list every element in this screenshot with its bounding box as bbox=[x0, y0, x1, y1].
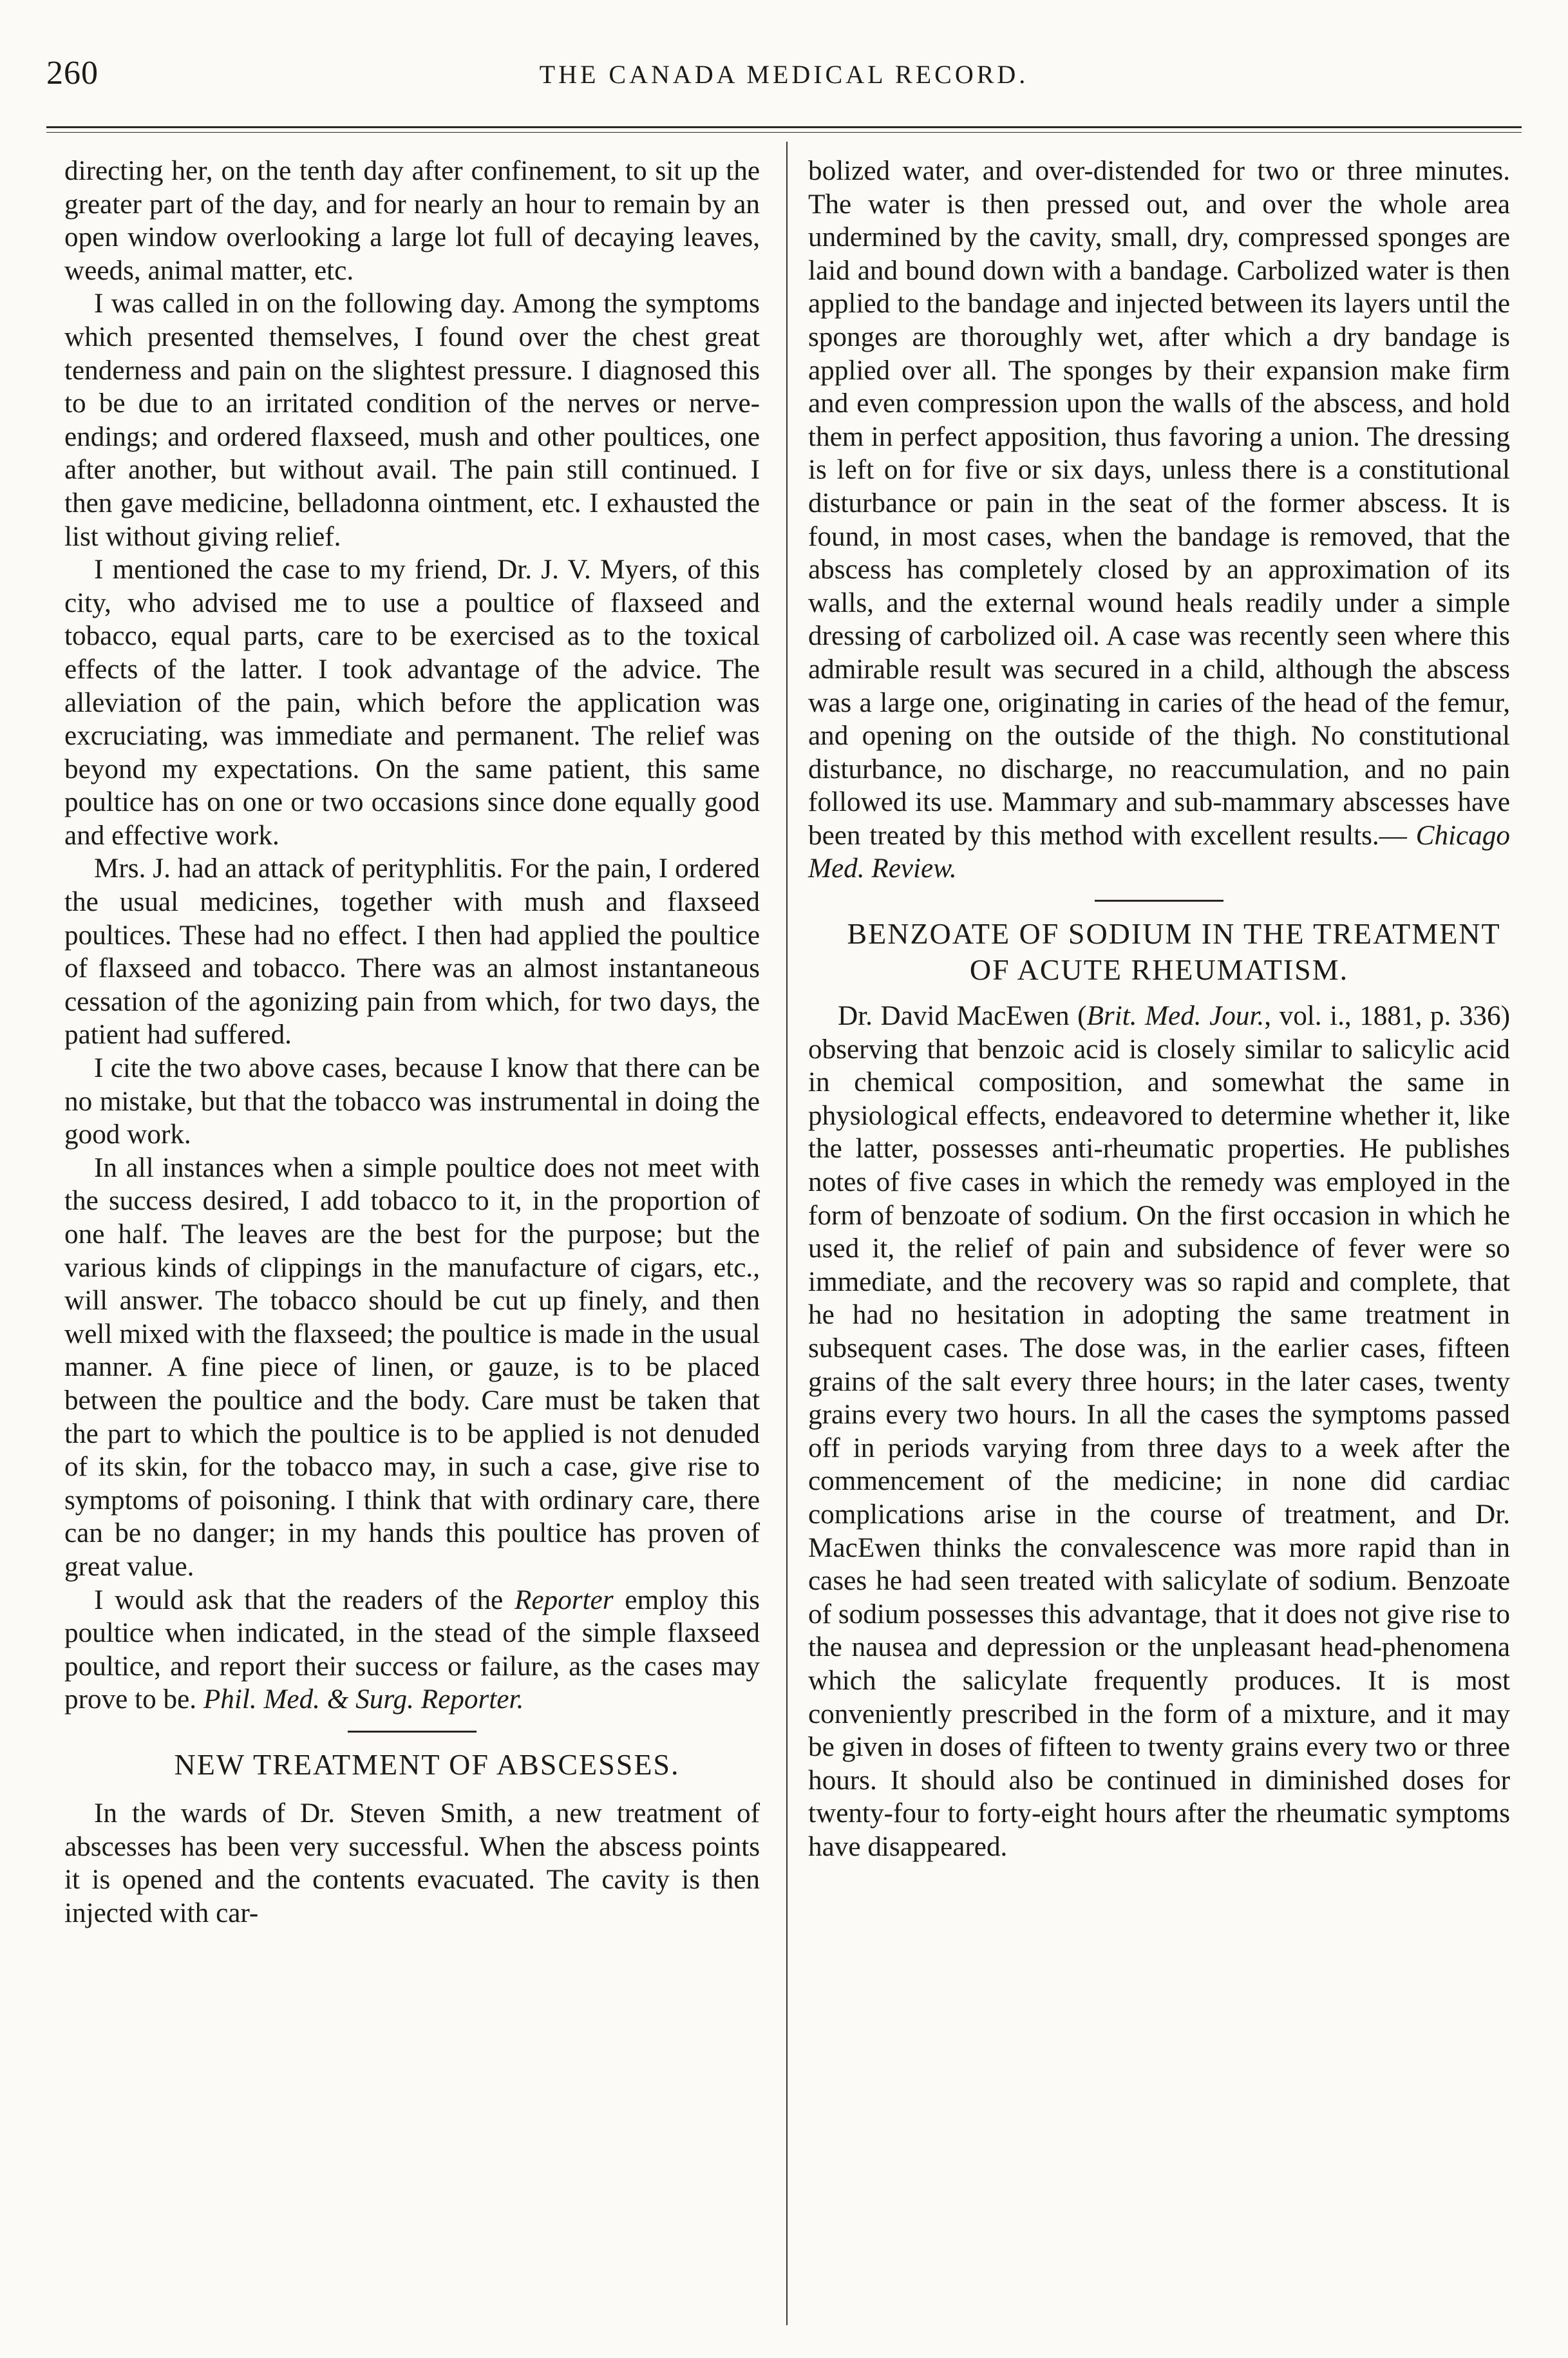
source-citation: Chicago Med. Review. bbox=[808, 820, 1510, 884]
paragraph: I cite the two above cases, because I know that there can be no mistake, but that the tobacco was instrumental in doing the good work. bbox=[64, 1053, 760, 1150]
text-run: employ this poultice when indicated, in the stead of the simple flaxseed poultice, and report their success or failure, as the cases may prove to be. bbox=[64, 1584, 760, 1715]
section-title: BENZOATE OF SODIUM IN THE TREATMENT OF ACUTE RHEUMATISM. bbox=[847, 917, 1501, 987]
left-column bbox=[64, 155, 760, 1930]
text-run: I would ask that the readers of the bbox=[94, 1584, 515, 1615]
running-title: THE CANADA MEDICAL RECORD. bbox=[539, 60, 1029, 89]
section-rule bbox=[348, 1731, 477, 1733]
text-run: bolized water, and over-distended for two or three minutes. The water is then pressed out, and over the whole area undermined by the cavity, small, dry, compressed sponges are laid and bound down with a bandage. Carbolized water is then applied to the bandage and injected between its layers until the sponges are thoroughly wet, after which a dry bandage is applied over all. The sponges by their expansion make firm and even compression upon the walls of the abscess, and hold them in perfect apposition, thus favoring a union. The dressing is left on for five or six days, unless there is a constitutional disturbance or pain in the seat of the former abscess. It is found, in most cases, when the bandage is removed, that the abscess has completely closed by an approximation of its walls, and the external wound heals readily under a simple dressing of carbolized oil. A case was recently seen where this admirable result was secured in a child, although the abscess was a large one, originating in caries of the head of the femur, and opening on the outside of the thigh. No constitutional disturbance, no discharge, no reaccumulation, and no pain followed its use. Mammary and sub-mammary abscesses have been treated by this method with excellent results.— bbox=[808, 156, 1510, 851]
column-divider bbox=[786, 142, 788, 2325]
paragraph: In all instances when a simple poultice does not meet with the success desired, I add tobacco to it, in the proportion of one half. The leaves are the best for the purpose; but the various kinds of clippings in the manufacture of cigars, etc., will answer. The tobacco should be cut up finely, and then well mixed with the flaxseed; the poultice is made in the usual manner. A fine piece of linen, or gauze, is to be placed between the poultice and the body. Care must be taken that the part to which the poultice is to be applied is not denuded of its skin, for the tobacco may, in such a case, give rise to symptoms of poisoning. I think that with ordinary care, there can be no danger; in my hands this poultice has proven of great value. bbox=[64, 1152, 760, 1582]
paragraph: Mrs. J. had an attack of perityphlitis. For the pain, I ordered the usual medicines, together with mush and flaxseed poultices. These had no effect. I then had applied the poultice of flaxseed and tobacco. There was an almost instantaneous cessation of the agonizing pain from which, for two days, the patient had suffered. bbox=[64, 853, 760, 1051]
paragraph: I was called in on the following day. Among the symptoms which presented themselves, I found over the chest great tenderness and pain on the slightest pressure. I diagnosed this to be due to an irritated condition of the nerves or nerve-endings; and ordered flaxseed, mush and other poultices, one after another, but without avail. The pain still continued. I then gave medicine, belladonna ointment, etc. I exhausted the list without giving relief. bbox=[64, 289, 760, 552]
text-run: , vol. i., 1881, p. 336) observing that benzoic acid is closely similar to salicylic acid in chemical composition, and somewhat the same in physiological effects, endeavored to determine whether it, like the latter, possesses anti-rheumatic properties. He publishes notes of five cases in which the remedy was employed in the form of benzoate of sodium. On the first occasion in which he used it, the relief of pain and subsidence of fever were so immediate, and the recovery was so rapid and complete, that he had no hesitation in adopting the same treatment in subsequent cases. The dose was, in the earlier cases, fifteen grains of the salt every three hours; in the later cases, twenty grains every two hours. In all the cases the symptoms passed off in periods varying from three days to a week after the commencement of the medicine; in none did cardiac complications arise in the course of treatment, and Dr. MacEwen thinks the convalescence was more rapid than in cases he had seen treated with salicylate of sodium. Benzoate of sodium possesses this advantage, that it does not give rise to the nausea and depression or the unpleasant head-phenomena which the salicylate frequently produces. It is most conveniently prescribed in the form of a mixture, and it may be given in doses of fifteen to twenty grains every two or three hours. It should also be continued in diminished doses for twenty-four to forty-eight hours after the rheumatic symptoms have disappeared. bbox=[808, 1001, 1510, 1862]
paragraph bbox=[808, 1000, 1510, 1863]
paragraph: In the wards of Dr. Steven Smith, a new treatment of abscesses has been very successful. When the abscess points it is opened and the contents evacuated. The cavity is then injected with car- bbox=[64, 1798, 760, 1928]
page-number: 260 bbox=[46, 55, 99, 91]
header-rule bbox=[46, 126, 1522, 133]
paragraph: directing her, on the tenth day after confinement, to sit up the greater part of the day, and for nearly an hour to remain by an open window overlooking a large lot full of decaying leaves, weeds, animal matter, etc. bbox=[64, 156, 760, 286]
paragraph bbox=[808, 155, 1510, 886]
italic-text: Brit. Med. Jour. bbox=[1086, 1001, 1265, 1032]
page-header bbox=[46, 50, 1522, 108]
text-run: Dr. David MacEwen ( bbox=[838, 1001, 1087, 1032]
section-title: NEW TREATMENT OF ABSCESSES. bbox=[174, 1747, 680, 1781]
right-column bbox=[808, 155, 1510, 1864]
section-rule bbox=[1095, 900, 1223, 902]
paragraph: I mentioned the case to my friend, Dr. J. V. Myers, of this city, who advised me to use a poultice of flaxseed and tobacco, equal parts, care to be exercised as to the toxical effects of the latter. I took advantage of the advice. The alleviation of the pain, which before the application was excruciating, was immediate and permanent. The relief was beyond my expectations. On the same patient, this same poultice has on one or two occasions since done equally good and effective work. bbox=[64, 555, 760, 851]
source-citation: Phil. Med. & Surg. Reporter. bbox=[203, 1684, 524, 1715]
italic-text: Reporter bbox=[514, 1584, 614, 1615]
paragraph bbox=[64, 1584, 760, 1716]
